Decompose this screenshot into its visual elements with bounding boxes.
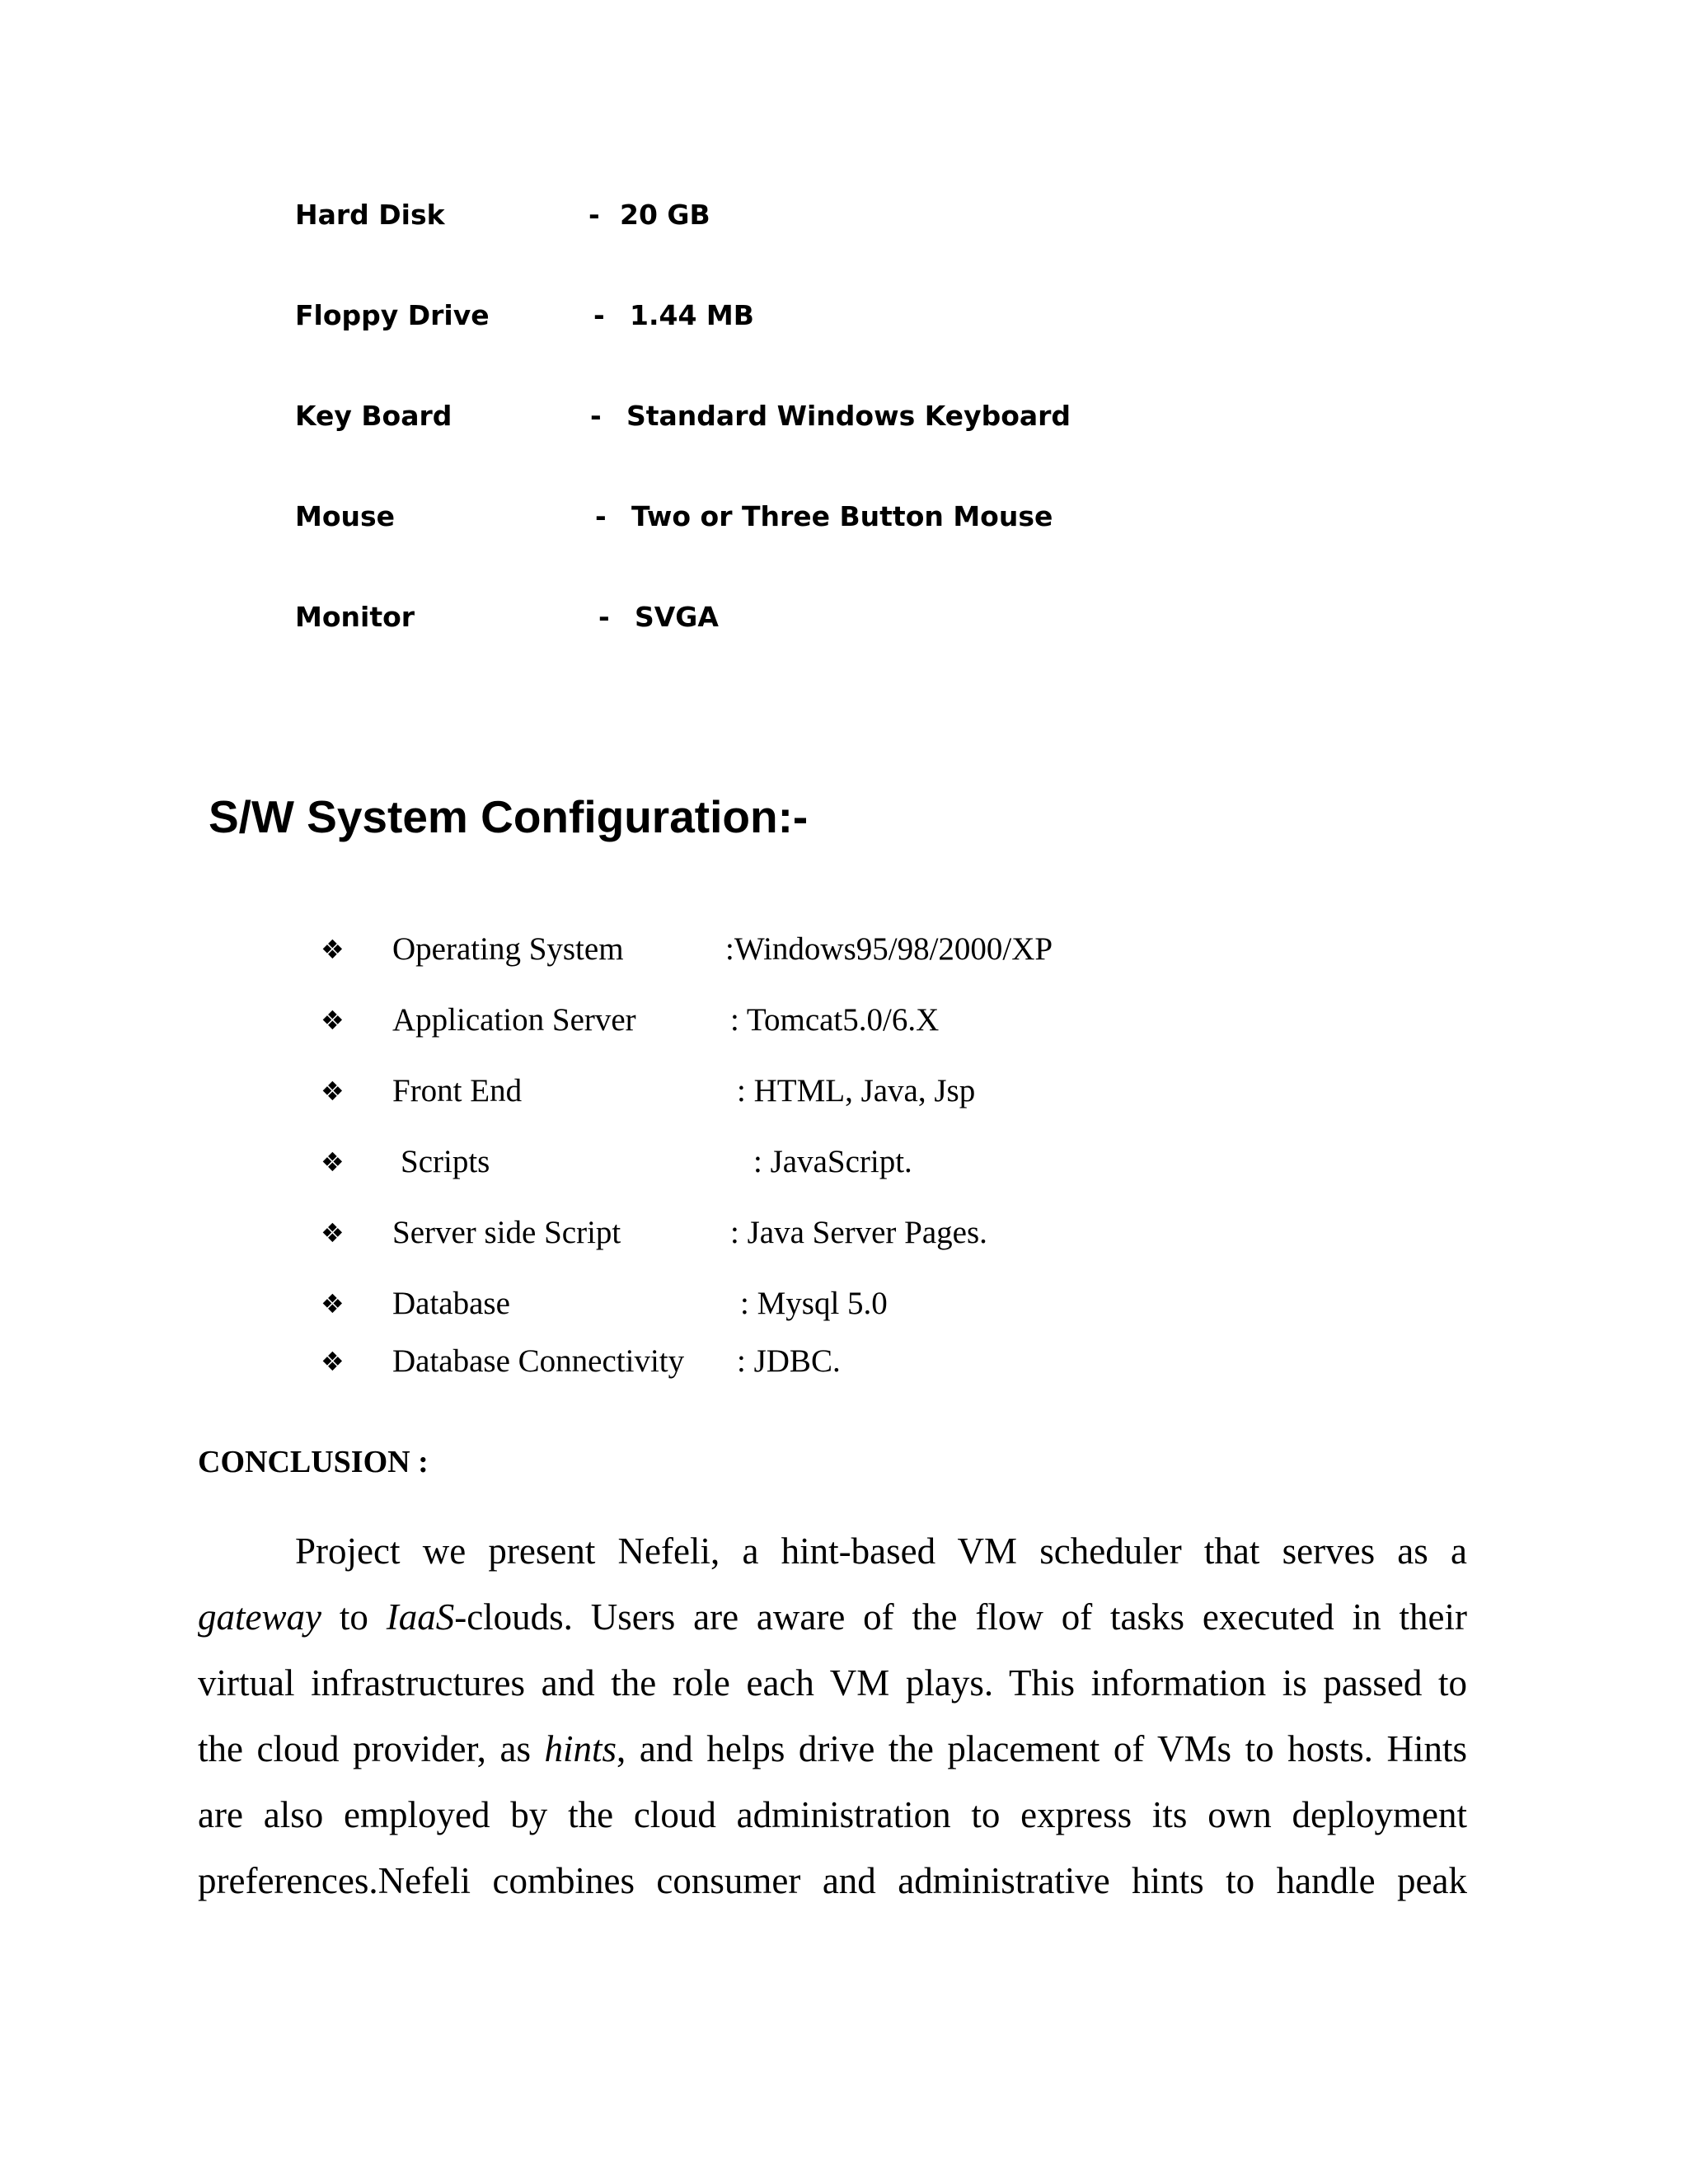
hw-spec-label: Key Board xyxy=(295,400,452,432)
sw-config-label: Server side Script xyxy=(392,1215,621,1250)
hw-spec-dash: - xyxy=(593,299,605,331)
sw-config-label: Database Connectivity xyxy=(392,1343,685,1379)
emphasis-text: hints xyxy=(544,1728,617,1769)
hw-spec-dash: - xyxy=(595,500,607,532)
hw-spec-dash: - xyxy=(598,601,610,633)
conclusion-heading: CONCLUSION : xyxy=(198,1445,429,1479)
sw-config-label: Front End xyxy=(392,1073,523,1108)
emphasis-text: IaaS xyxy=(386,1596,455,1638)
paragraph-line: Project we present Nefeli, a hint-based VM scheduler that serves as a xyxy=(295,1530,1467,1572)
paragraph-line: are also employed by the cloud administration to express its own deployment xyxy=(198,1794,1467,1835)
diamond-bullet-icon: ❖ xyxy=(321,1217,345,1249)
paragraph-text: the cloud provider, as xyxy=(198,1728,545,1769)
paragraph-line: virtual infrastructures and the role each VM plays. This information is passed to xyxy=(198,1662,1467,1704)
hw-spec-label: Floppy Drive xyxy=(295,299,490,331)
sw-config-value: : JavaScript. xyxy=(753,1144,912,1179)
emphasis-text: gateway xyxy=(198,1596,321,1638)
paragraph-line: preferences.Nefeli combines consumer and administrative hints to handle peak xyxy=(198,1860,1467,1901)
sw-config-value: : HTML, Java, Jsp xyxy=(737,1073,976,1108)
diamond-bullet-icon: ❖ xyxy=(321,1346,345,1377)
sw-config-label: Scripts xyxy=(401,1144,490,1179)
hw-spec-value: 20 GB xyxy=(620,199,710,231)
paragraph-text: , and helps drive the placement of VMs to hosts. Hints xyxy=(617,1728,1467,1769)
sw-config-label: Database xyxy=(392,1286,510,1321)
hw-spec-label: Mouse xyxy=(295,500,396,532)
diamond-bullet-icon: ❖ xyxy=(321,934,345,965)
hw-spec-value: Standard Windows Keyboard xyxy=(626,400,1071,432)
sw-config-value: : Java Server Pages. xyxy=(730,1215,987,1250)
diamond-bullet-icon: ❖ xyxy=(321,1076,345,1107)
hw-spec-value: SVGA xyxy=(635,601,719,633)
sw-config-value: : Tomcat5.0/6.X xyxy=(730,1002,940,1038)
hw-spec-label: Hard Disk xyxy=(295,199,445,231)
sw-config-value: : JDBC. xyxy=(737,1343,841,1379)
diamond-bullet-icon: ❖ xyxy=(321,1005,345,1036)
hw-spec-label: Monitor xyxy=(295,601,415,633)
hw-spec-dash: - xyxy=(588,199,600,231)
sw-config-value: :Windows95/98/2000/XP xyxy=(725,931,1053,967)
hw-spec-value: Two or Three Button Mouse xyxy=(631,500,1053,532)
diamond-bullet-icon: ❖ xyxy=(321,1146,345,1178)
sw-config-value: : Mysql 5.0 xyxy=(740,1286,888,1321)
hw-spec-value: 1.44 MB xyxy=(630,299,754,331)
sw-config-label: Operating System xyxy=(392,931,624,967)
hw-spec-dash: - xyxy=(590,400,602,432)
diamond-bullet-icon: ❖ xyxy=(321,1288,345,1319)
paragraph-text: -clouds. Users are aware of the flow of tasks executed in their xyxy=(454,1596,1467,1638)
paragraph-text: to xyxy=(321,1596,387,1638)
sw-config-label: Application Server xyxy=(392,1002,636,1038)
paragraph-line xyxy=(198,1592,1467,1642)
paragraph-line xyxy=(198,1724,1467,1774)
sw-config-heading: S/W System Configuration:- xyxy=(209,791,809,842)
